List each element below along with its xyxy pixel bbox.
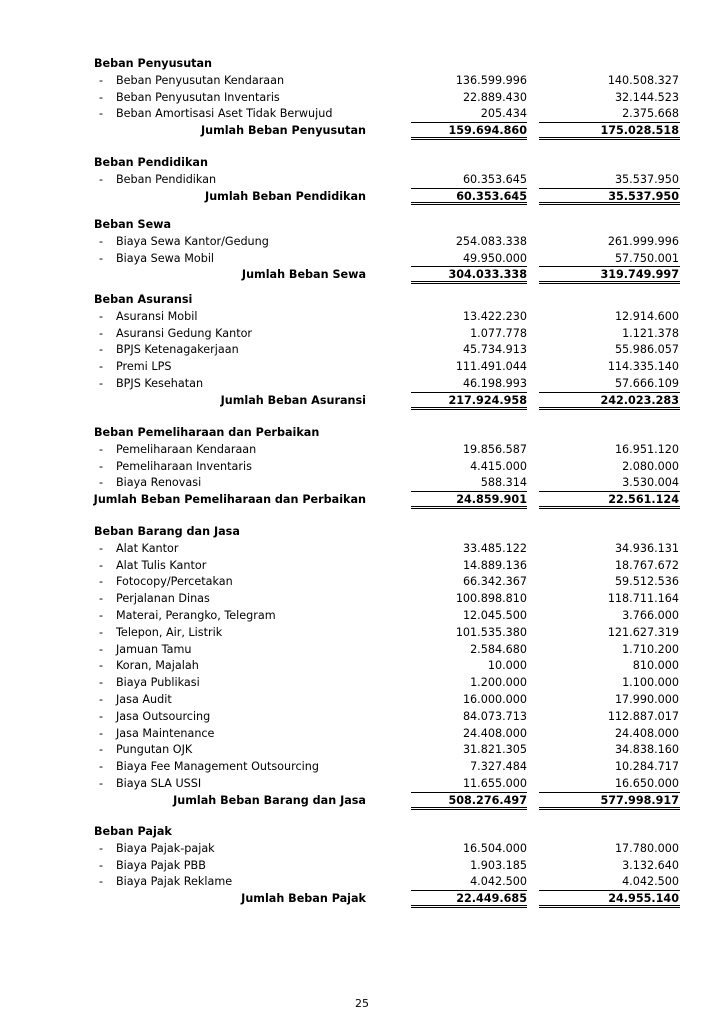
line-item-value-current: 16.000.000 [462, 692, 527, 706]
line-item-label: Jasa Maintenance [116, 726, 215, 740]
line-item-row [0, 692, 724, 709]
line-item-row [0, 625, 724, 642]
expense-section [0, 155, 724, 205]
bullet-dash: - [99, 608, 104, 622]
bullet-dash: - [99, 858, 104, 872]
line-item-label: Beban Pendidikan [116, 172, 217, 186]
line-item-row [0, 541, 724, 558]
line-item-value-current: 100.898.810 [455, 592, 527, 606]
line-item-value-current: 12.045.500 [462, 608, 527, 622]
section-heading-row [0, 524, 724, 541]
line-item-label: Fotocopy/Percetakan [116, 575, 233, 589]
expense-section [0, 292, 724, 410]
line-item-label: Biaya Pajak PBB [116, 858, 206, 872]
section-heading-row [0, 824, 724, 841]
line-item-label: Pemeliharaan Inventaris [116, 459, 252, 473]
bullet-dash: - [99, 442, 104, 456]
bullet-dash: - [99, 709, 104, 723]
bullet-dash: - [99, 760, 104, 774]
line-item-value-current: 7.327.484 [470, 760, 527, 774]
line-item-value-prior: 114.335.140 [607, 360, 679, 374]
line-item-value-current: 4.415.000 [470, 459, 527, 473]
line-item-label: BPJS Ketenagakerjaan [116, 343, 239, 357]
line-item-row [0, 776, 724, 793]
line-item-value-prior: 57.750.001 [614, 251, 679, 265]
total-value-current: 217.924.958 [448, 393, 527, 407]
total-value-prior: 242.023.283 [600, 393, 679, 407]
line-item-value-prior: 1.710.200 [622, 642, 679, 656]
line-item-row [0, 459, 724, 476]
line-item-value-current: 2.584.680 [470, 642, 527, 656]
line-item-row [0, 359, 724, 376]
line-item-value-current: 33.485.122 [462, 541, 527, 555]
line-item-row [0, 172, 724, 189]
line-item-value-current: 45.734.913 [462, 343, 527, 357]
section-heading: Beban Barang dan Jasa [94, 525, 240, 538]
bullet-dash: - [99, 459, 104, 473]
line-item-row [0, 574, 724, 591]
line-item-value-prior: 3.530.004 [622, 476, 679, 490]
bullet-dash: - [99, 90, 104, 104]
section-heading: Beban Pajak [94, 825, 172, 838]
line-item-value-current: 66.342.367 [462, 575, 527, 589]
line-item-value-current: 111.491.044 [455, 360, 527, 374]
line-item-label: Beban Amortisasi Aset Tidak Berwujud [116, 107, 333, 121]
line-item-row [0, 841, 724, 858]
total-label: Jumlah Beban Asuransi [220, 393, 366, 407]
line-item-value-prior: 59.512.536 [614, 575, 679, 589]
line-item-value-current: 205.434 [480, 107, 527, 121]
line-item-value-prior: 140.508.327 [607, 73, 679, 87]
line-item-value-prior: 35.537.950 [614, 172, 679, 186]
total-value-prior: 22.561.124 [608, 493, 679, 507]
line-item-row [0, 874, 724, 891]
line-item-value-prior: 2.375.668 [622, 107, 679, 121]
line-item-label: Pungutan OJK [116, 743, 193, 757]
line-item-value-prior: 3.132.640 [622, 858, 679, 872]
total-label: Jumlah Beban Pemeliharaan dan Perbaikan [93, 493, 366, 507]
line-item-value-prior: 12.914.600 [614, 309, 679, 323]
bullet-dash: - [99, 309, 104, 323]
line-item-value-prior: 16.951.120 [614, 442, 679, 456]
line-item-value-current: 588.314 [480, 476, 527, 490]
line-item-label: Perjalanan Dinas [116, 592, 210, 606]
line-item-value-prior: 17.780.000 [614, 841, 679, 855]
total-row [0, 891, 724, 908]
line-item-value-current: 84.073.713 [462, 709, 527, 723]
line-item-value-current: 1.903.185 [470, 858, 527, 872]
line-item-value-prior: 118.711.164 [607, 592, 679, 606]
line-item-value-prior: 57.666.109 [614, 376, 679, 390]
line-item-value-current: 14.889.136 [462, 558, 527, 572]
bullet-dash: - [99, 676, 104, 690]
bullet-dash: - [99, 659, 104, 673]
line-item-value-current: 16.504.000 [462, 841, 527, 855]
line-item-value-current: 60.353.645 [462, 172, 527, 186]
line-item-row [0, 342, 724, 359]
line-item-value-prior: 18.767.672 [614, 558, 679, 572]
line-item-row [0, 709, 724, 726]
total-value-current: 24.859.901 [456, 493, 527, 507]
total-label: Jumlah Beban Pajak [241, 892, 366, 906]
total-value-current: 22.449.685 [456, 892, 527, 906]
line-item-label: Biaya Pajak-pajak [116, 841, 215, 855]
line-item-label: Biaya SLA USSI [116, 776, 202, 790]
line-item-value-prior: 1.121.378 [622, 326, 679, 340]
total-value-prior: 35.537.950 [608, 189, 679, 203]
line-item-row [0, 251, 724, 268]
line-item-row [0, 442, 724, 459]
line-item-label: Biaya Fee Management Outsourcing [116, 760, 319, 774]
total-value-prior: 577.998.917 [600, 793, 679, 807]
expense-section [0, 425, 724, 509]
total-label: Jumlah Beban Sewa [241, 268, 366, 282]
line-item-value-current: 1.200.000 [470, 676, 527, 690]
bullet-dash: - [99, 234, 104, 248]
section-heading: Beban Pemeliharaan dan Perbaikan [94, 426, 320, 439]
page-number: 25 [355, 997, 369, 1010]
bullet-dash: - [99, 575, 104, 589]
total-value-prior: 175.028.518 [600, 124, 679, 138]
line-item-value-prior: 112.887.017 [607, 709, 679, 723]
total-row [0, 393, 724, 410]
line-item-row [0, 675, 724, 692]
line-item-value-current: 31.821.305 [462, 743, 527, 757]
total-row [0, 123, 724, 140]
line-item-row [0, 742, 724, 759]
expense-section [0, 824, 724, 908]
total-row [0, 793, 724, 810]
line-item-value-current: 136.599.996 [455, 73, 527, 87]
bullet-dash: - [99, 251, 104, 265]
bullet-dash: - [99, 743, 104, 757]
total-value-prior: 319.749.997 [600, 268, 679, 282]
total-value-current: 159.694.860 [448, 124, 527, 138]
section-heading: Beban Sewa [94, 218, 172, 231]
bullet-dash: - [99, 592, 104, 606]
line-item-label: Asuransi Gedung Kantor [116, 326, 253, 340]
bullet-dash: - [99, 692, 104, 706]
line-item-row [0, 726, 724, 743]
line-item-label: Biaya Pajak Reklame [116, 875, 233, 889]
line-item-value-prior: 55.986.057 [614, 343, 679, 357]
total-label: Jumlah Beban Pendidikan [205, 189, 366, 203]
bullet-dash: - [99, 841, 104, 855]
section-heading-row [0, 292, 724, 309]
line-item-label: Materai, Perangko, Telegram [116, 608, 276, 622]
bullet-dash: - [99, 107, 104, 121]
line-item-label: Alat Kantor [116, 541, 179, 555]
section-heading: Beban Penyusutan [94, 57, 213, 70]
line-item-label: Jasa Outsourcing [116, 709, 211, 723]
line-item-label: Pemeliharaan Kendaraan [116, 442, 257, 456]
bullet-dash: - [99, 558, 104, 572]
total-label: Jumlah Beban Barang dan Jasa [173, 793, 366, 807]
section-heading-row [0, 56, 724, 73]
line-item-value-current: 22.889.430 [462, 90, 527, 104]
bullet-dash: - [99, 625, 104, 639]
line-item-label: Koran, Majalah [116, 659, 199, 673]
line-item-row [0, 858, 724, 875]
bullet-dash: - [99, 776, 104, 790]
line-item-value-current: 19.856.587 [462, 442, 527, 456]
section-heading: Beban Asuransi [94, 293, 193, 306]
line-item-row [0, 234, 724, 251]
line-item-value-current: 254.083.338 [455, 234, 527, 248]
line-item-label: Alat Tulis Kantor [116, 558, 207, 572]
line-item-value-prior: 34.936.131 [614, 541, 679, 555]
line-item-row [0, 558, 724, 575]
bullet-dash: - [99, 360, 104, 374]
line-item-value-prior: 2.080.000 [622, 459, 679, 473]
line-item-value-current: 13.422.230 [462, 309, 527, 323]
bullet-dash: - [99, 326, 104, 340]
line-item-value-current: 1.077.778 [470, 326, 527, 340]
line-item-row [0, 591, 724, 608]
line-item-label: Premi LPS [116, 360, 172, 374]
expense-section [0, 56, 724, 140]
bullet-dash: - [99, 73, 104, 87]
bullet-dash: - [99, 726, 104, 740]
section-heading-row [0, 155, 724, 172]
expense-section [0, 217, 724, 284]
total-value-prior: 24.955.140 [608, 892, 679, 906]
line-item-value-prior: 810.000 [632, 659, 679, 673]
line-item-row [0, 475, 724, 492]
line-item-value-current: 10.000 [487, 659, 527, 673]
line-item-value-prior: 3.766.000 [622, 608, 679, 622]
bullet-dash: - [99, 172, 104, 186]
line-item-value-prior: 261.999.996 [607, 234, 679, 248]
line-item-value-current: 4.042.500 [470, 875, 527, 889]
line-item-label: Asuransi Mobil [116, 309, 198, 323]
line-item-label: Biaya Sewa Kantor/Gedung [116, 234, 269, 248]
line-item-value-prior: 10.284.717 [614, 760, 679, 774]
line-item-label: Beban Penyusutan Inventaris [116, 90, 280, 104]
line-item-value-current: 24.408.000 [462, 726, 527, 740]
total-label: Jumlah Beban Penyusutan [200, 124, 366, 138]
line-item-value-prior: 4.042.500 [622, 875, 679, 889]
bullet-dash: - [99, 541, 104, 555]
total-row [0, 267, 724, 284]
line-item-row [0, 642, 724, 659]
line-item-value-prior: 121.627.319 [607, 625, 679, 639]
bullet-dash: - [99, 875, 104, 889]
line-item-value-prior: 32.144.523 [614, 90, 679, 104]
section-heading: Beban Pendidikan [94, 156, 208, 169]
line-item-row [0, 309, 724, 326]
line-item-value-current: 49.950.000 [462, 251, 527, 265]
line-item-row [0, 106, 724, 123]
total-row [0, 189, 724, 206]
line-item-row [0, 326, 724, 343]
bullet-dash: - [99, 343, 104, 357]
line-item-value-current: 101.535.380 [455, 625, 527, 639]
total-row [0, 492, 724, 509]
line-item-value-prior: 34.838.160 [614, 743, 679, 757]
line-item-value-current: 46.198.993 [462, 376, 527, 390]
line-item-value-prior: 24.408.000 [614, 726, 679, 740]
bullet-dash: - [99, 476, 104, 490]
line-item-label: Beban Penyusutan Kendaraan [116, 73, 285, 87]
line-item-value-prior: 16.650.000 [614, 776, 679, 790]
line-item-row [0, 608, 724, 625]
line-item-label: Jasa Audit [116, 692, 172, 706]
expense-section [0, 524, 724, 810]
line-item-label: Jamuan Tamu [116, 642, 192, 656]
line-item-value-prior: 17.990.000 [614, 692, 679, 706]
bullet-dash: - [99, 642, 104, 656]
total-value-current: 508.276.497 [448, 793, 527, 807]
line-item-label: Telepon, Air, Listrik [116, 625, 223, 639]
line-item-row [0, 759, 724, 776]
line-item-row [0, 90, 724, 107]
line-item-label: Biaya Renovasi [116, 476, 202, 490]
line-item-label: Biaya Sewa Mobil [116, 251, 215, 265]
line-item-row [0, 73, 724, 90]
line-item-label: BPJS Kesehatan [116, 376, 204, 390]
line-item-row [0, 376, 724, 393]
line-item-row [0, 658, 724, 675]
section-heading-row [0, 425, 724, 442]
line-item-value-prior: 1.100.000 [622, 676, 679, 690]
bullet-dash: - [99, 376, 104, 390]
line-item-label: Biaya Publikasi [116, 676, 200, 690]
total-value-current: 60.353.645 [456, 189, 527, 203]
total-value-current: 304.033.338 [448, 268, 527, 282]
line-item-value-current: 11.655.000 [462, 776, 527, 790]
section-heading-row [0, 217, 724, 234]
